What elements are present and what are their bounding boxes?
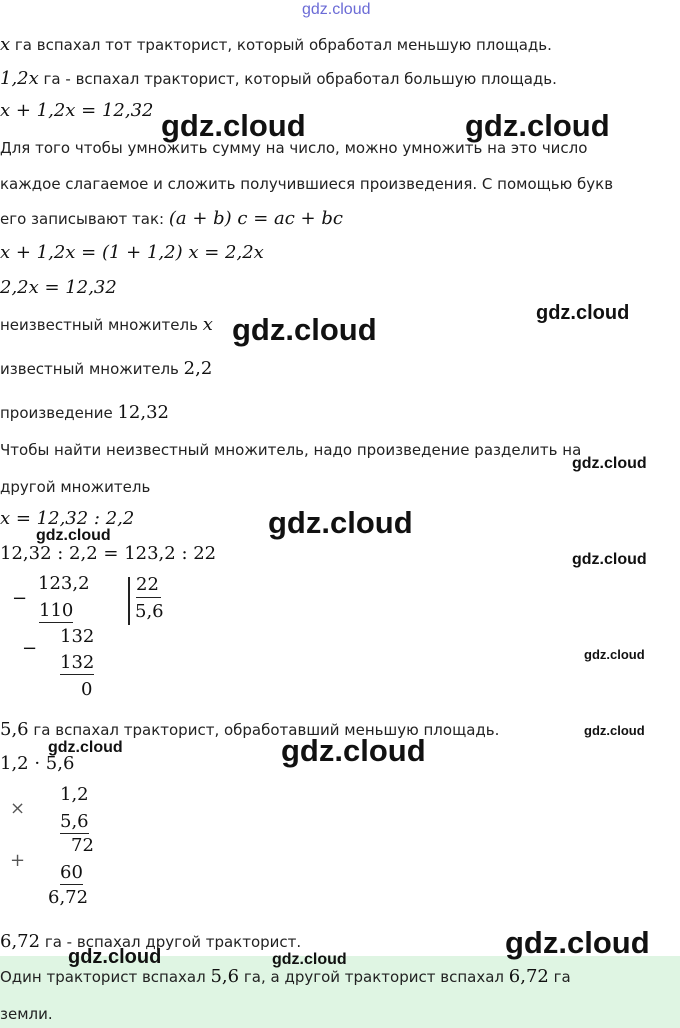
multiplication-partial-1: 72 xyxy=(71,835,94,856)
watermark: gdz.cloud xyxy=(572,455,647,472)
watermark-top: gdz.cloud xyxy=(302,1,371,18)
watermark: gdz.cloud xyxy=(536,302,630,324)
multiplication-factor-2: 5,6 xyxy=(60,811,89,832)
line-1: x га вспахал тот тракторист, который обработал меньшую площадь. xyxy=(0,34,552,55)
line-18: 6,72 га - вспахал другой тракторист. xyxy=(0,931,302,952)
answer-line-2: земли. xyxy=(0,1005,53,1023)
equation-6: 1,2 · 5,6 xyxy=(0,753,75,774)
division-quotient: 5,6 xyxy=(135,601,164,622)
watermark: gdz.cloud xyxy=(281,733,426,768)
division-remainder-2: 0 xyxy=(81,679,93,700)
line-2: 1,2x га - вспахал тракторист, который обработал большую площадь. xyxy=(0,68,557,89)
line-9: неизвестный множитель x xyxy=(0,314,213,335)
division-subtrahend-1: 110 xyxy=(39,600,74,621)
equation-1: x + 1,2x = 12,32 xyxy=(0,100,154,121)
watermark: gdz.cloud xyxy=(232,312,377,347)
division-remainder-1: 132 xyxy=(60,626,95,647)
line-12: Чтобы найти неизвестный множитель, надо произведение разделить на xyxy=(0,441,582,459)
watermark: gdz.cloud xyxy=(68,946,162,968)
watermark: gdz.cloud xyxy=(505,925,650,960)
equation-5: 12,32 : 2,2 = 123,2 : 22 xyxy=(0,543,217,564)
plus-sign: + xyxy=(10,850,26,871)
equation-3: 2,2x = 12,32 xyxy=(0,277,117,298)
watermark: gdz.cloud xyxy=(272,951,347,968)
equation-4: x = 12,32 : 2,2 xyxy=(0,508,135,529)
watermark: gdz.cloud xyxy=(465,108,610,143)
multiplication-sign: × xyxy=(10,798,26,819)
division-subtrahend-2: 132 xyxy=(60,652,95,673)
line-6: его записывают так: (a + b) c = ac + bc xyxy=(0,208,343,229)
watermark: gdz.cloud xyxy=(268,505,413,540)
line-5: каждое слагаемое и сложить получившиеся произведения. С помощью букв xyxy=(0,175,614,193)
line-16: 5,6 га вспахал тракторист, обработавший меньшую площадь. xyxy=(0,719,500,740)
multiplication-result: 6,72 xyxy=(48,887,89,908)
line-4: Для того чтобы умножить сумму на число, можно умножить на это число xyxy=(0,139,588,157)
answer-line-1: Один тракторист вспахал 5,6 га, а другой тракторист вспахал 6,72 га xyxy=(0,966,571,987)
multiplication-partial-2: 60 xyxy=(60,862,83,883)
watermark: gdz.cloud xyxy=(584,723,645,738)
line-10: известный множитель 2,2 xyxy=(0,358,213,379)
watermark: gdz.cloud xyxy=(48,739,123,756)
division-minus-2: − xyxy=(22,638,38,659)
watermark: gdz.cloud xyxy=(572,551,647,568)
line-13: другой множитель xyxy=(0,478,151,496)
watermark: gdz.cloud xyxy=(36,527,111,544)
division-divisor: 22 xyxy=(136,573,161,598)
watermark: gdz.cloud xyxy=(584,647,645,662)
line-11: произведение 12,32 xyxy=(0,402,169,423)
division-bar xyxy=(128,577,130,625)
multiplication-factor-1: 1,2 xyxy=(60,784,89,805)
division-minus-1: − xyxy=(12,588,28,609)
equation-2: x + 1,2x = (1 + 1,2) x = 2,2x xyxy=(0,242,264,263)
division-dividend: 123,2 xyxy=(38,573,90,594)
watermark: gdz.cloud xyxy=(161,108,306,143)
